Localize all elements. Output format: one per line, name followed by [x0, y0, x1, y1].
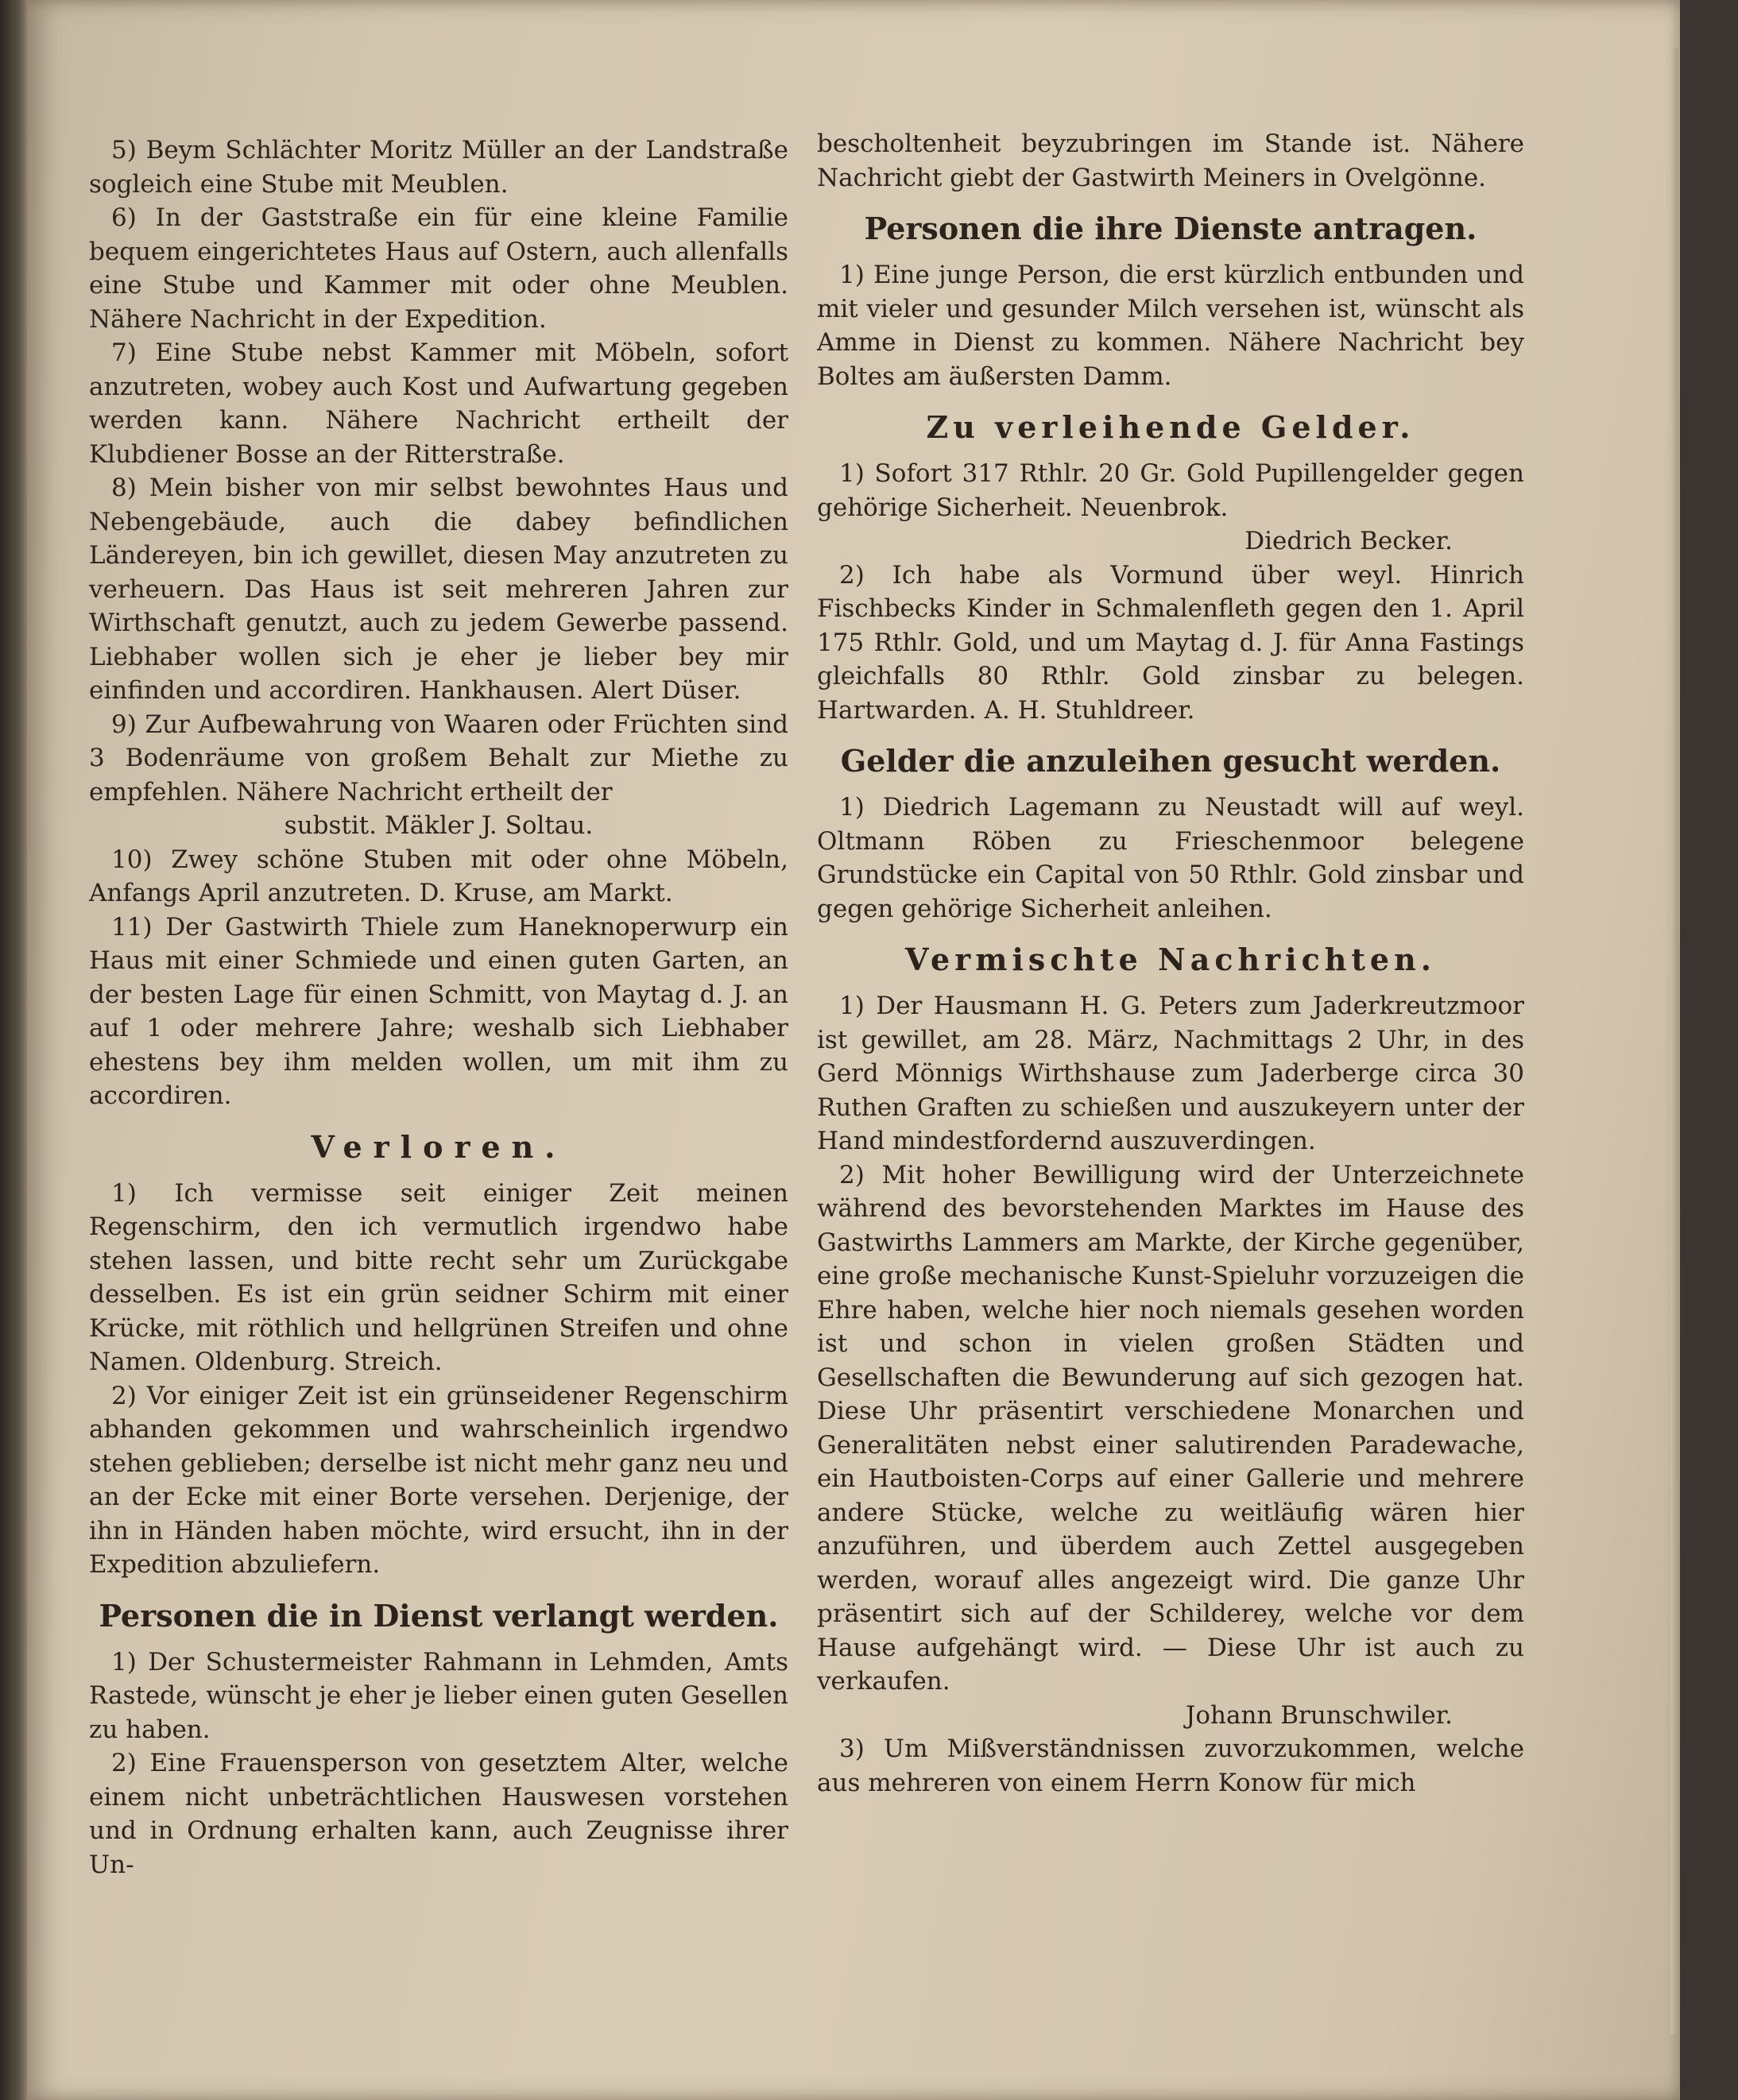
- notice-para: 11) Der Gastwirth Thiele zum Haneknoperwurp ein Haus mit einer Schmiede und einen guten Garten, an der besten Lage für einen Schmitt, von Maytag d. J. an auf 1 oder mehrere Jahre; weshalb sich Liebhaber ehestens bey ihm melden wollen, um mit ihm zu accordiren.: [89, 912, 788, 1110]
- notice-para: 2) Mit hoher Bewilligung wird der Unterzeichnete während des bevorstehenden Marktes im Hause des Gastwirths Lammers am Markte, der Kirche gegenüber, eine große mechanische Kunst-Spieluhr vorzuzeigen die Ehre haben, welche hier noch niemals gesehen worden ist und schon in vielen großen Städten und Gesellschaften die Bewunderung auf sich gezogen hat. Diese Uhr präsentirt verschiedene Monarchen und Generalitäten nebst einer salutirenden Paradewache, ein Hautboisten-Corps auf einer Gallerie und mehrere andere Stücke, welche zu weitläufig wären hier anzuführen, und überdem auch Zettel ausgegeben werden, worauf alles angezeigt wird. Die ganze Uhr präsentirt sich auf der Schilderey, welche vor dem Hause aufgehängt wird. — Diese Uhr ist auch zu verkaufen.: [817, 1160, 1524, 1696]
- section-heading: Verloren.: [311, 1128, 567, 1165]
- notice-para: 2) Vor einiger Zeit ist ein grünseidener Regenschirm abhanden gekommen und wahrscheinlich irgendwo stehen geblieben; derselbe ist nicht mehr ganz neu und an der Ecke mit einer Borte versehen. Derjenige, der ihn in Händen haben möchte, wird ersucht, ihn in der Expedition abzuliefern.: [89, 1381, 788, 1579]
- notice-para: 2) Eine Frauensperson von gesetztem Alter, welche einem nicht unbeträchtlichen Hauswesen vorstehen und in Ordnung erhalten kann, auch Zeugnisse ihrer Un-: [89, 1749, 788, 1879]
- notice-para: 2) Ich habe als Vormund über weyl. Hinrich Fischbecks Kinder in Schmalenfleth gegen den 1. April 175 Rthlr. Gold, und um Maytag d. J. für Anna Fastings gleichfalls 80 Rthlr. Gold zinsbar zu belegen. Hartwarden. A. H. Stuhldreer.: [817, 560, 1524, 725]
- notice-para: 1) Diedrich Lagemann zu Neustadt will auf weyl. Oltmann Röben zu Frieschenmoor belegene Grundstücke ein Capital von 50 Rthlr. Gold zinsbar und gegen gehörige Sicherheit anleihen.: [817, 793, 1524, 923]
- notice-para: 10) Zwey schöne Stuben mit oder ohne Möbeln, Anfangs April anzutreten. D. Kruse, am Markt.: [89, 845, 788, 907]
- notice-para: bescholtenheit beyzubringen im Stande ist. Nähere Nachricht giebt der Gastwirth Meiners in Ovelgönne.: [817, 130, 1524, 192]
- notice-para: 6) In der Gaststraße ein für eine kleine Familie bequem eingerichtetes Haus auf Ostern, auch allenfalls eine Stube und Kammer mit oder ohne Meublen. Nähere Nachricht in der Expedition.: [89, 203, 788, 334]
- notice-para: 1) Eine junge Person, die erst kürzlich entbunden und mit vieler und gesunder Milch versehen ist, wünscht als Amme in Dienst zu kommen. Nähere Nachricht bey Boltes am äußersten Damm.: [817, 261, 1524, 391]
- section-heading: Personen die in Dienst verlangt werden.: [99, 1597, 779, 1634]
- notice-para: 1) Der Hausmann H. G. Peters zum Jaderkreutzmoor ist gewillet, am 28. März, Nachmittags 2 Uhr, in des Gerd Mönnigs Wirthshause zum Jaderberge circa 30 Ruthen Graften zu schießen und auszukeyern unter der Hand mindestfordernd auszuverdingen.: [817, 992, 1524, 1155]
- section-heading: Zu verleihende Gelder.: [926, 409, 1415, 445]
- notice-para: 3) Um Mißverständnissen zuvorzukommen, welche aus mehreren von einem Herrn Konow für mich: [817, 1735, 1524, 1797]
- page-edge: [1670, 48, 1678, 2034]
- notice-para: 9) Zur Aufbewahrung von Waaren oder Früchten sind 3 Bodenräume von großem Behalt zur Miethe zu empfehlen. Nähere Nachricht ertheilt der: [89, 710, 788, 806]
- section-heading: Vermischte Nachrichten.: [905, 942, 1436, 977]
- notice-para: 7) Eine Stube nebst Kammer mit Möbeln, sofort anzutreten, wobey auch Kost und Aufwartung gegeben werden kann. Nähere Nachricht ertheilt der Klubdiener Bosse an der Ritterstraße.: [89, 338, 788, 469]
- right-column: [817, 127, 1524, 1800]
- notice-para: 5) Beym Schlächter Moritz Müller an der Landstraße sogleich eine Stube mit Meublen.: [89, 136, 788, 199]
- signature: Diedrich Becker.: [1244, 527, 1453, 555]
- notice-para: 1) Sofort 317 Rthlr. 20 Gr. Gold Pupillengelder gegen gehörige Sicherheit. Neuenbrok.: [817, 459, 1524, 522]
- left-column: [89, 133, 788, 1881]
- notice-para: 1) Der Schustermeister Rahmann in Lehmden, Amts Rastede, wünscht je eher je lieber einen guten Gesellen zu haben.: [89, 1647, 788, 1744]
- section-heading: Personen die ihre Dienste antragen.: [864, 211, 1477, 246]
- signature: substit. Mäkler J. Soltau.: [284, 811, 594, 840]
- notice-para: 1) Ich vermisse seit einiger Zeit meinen Regenschirm, den ich vermutlich irgendwo habe stehen lassen, und bitte recht sehr um Zurückgabe desselben. Es ist ein grün seidner Schirm mit einer Krücke, mit röthlich und hellgrünen Streifen und ohne Namen. Oldenburg. Streich.: [89, 1178, 788, 1376]
- signature: Johann Brunschwiler.: [1185, 1700, 1453, 1730]
- book-binding: [0, 0, 27, 2100]
- notice-para: 8) Mein bisher von mir selbst bewohntes Haus und Nebengebäude, auch die dabey befindlichen Ländereyen, bin ich gewillet, diesen May anzutreten zu verheuern. Das Haus ist seit mehreren Jahren zur Wirthschaft genutzt, auch zu jedem Gewerbe passend. Liebhaber wollen sich je eher je lieber bey mir einfinden und accordiren. Hankhausen. Alert Düser.: [89, 474, 788, 705]
- section-heading: Gelder die anzuleihen gesucht werden.: [840, 743, 1501, 779]
